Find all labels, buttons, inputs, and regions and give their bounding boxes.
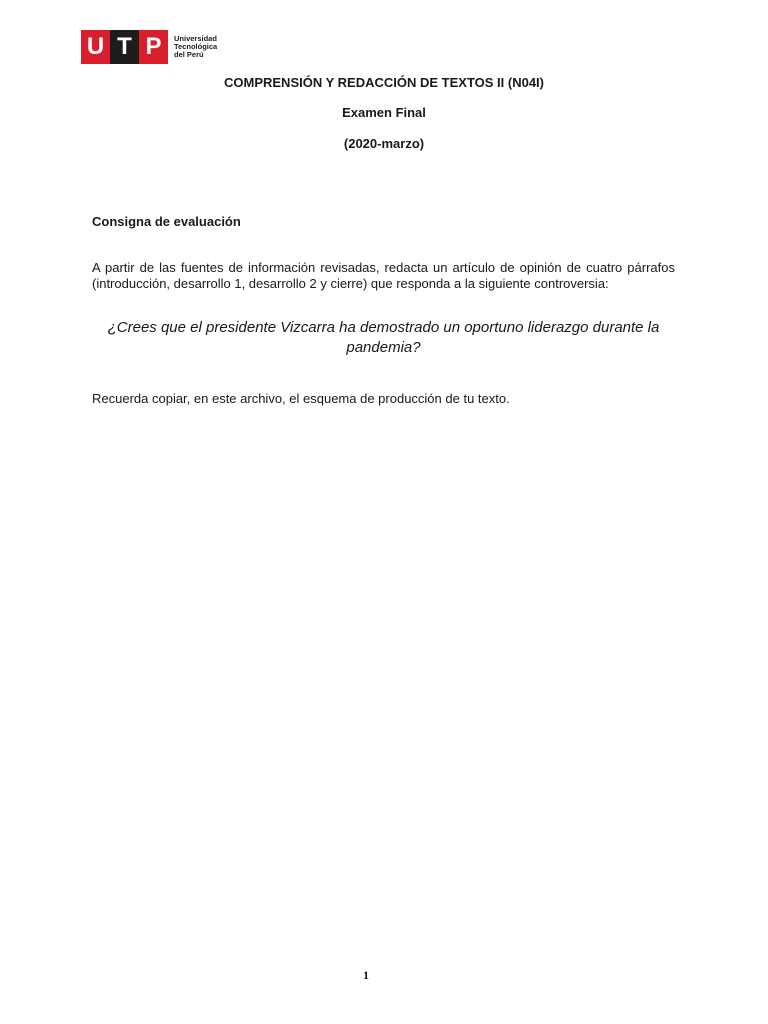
utp-logo-mark <box>81 30 168 64</box>
logo-letter-p: P <box>139 30 168 64</box>
document-date: (2020-marzo) <box>343 136 425 151</box>
document-subtitle: Examen Final <box>342 105 426 120</box>
logo-line-3: del Perú <box>174 50 204 59</box>
utp-logo <box>81 30 217 64</box>
instruction-paragraph: A partir de las fuentes de información revisadas, redacta un artículo de opinión de cuatro párrafos (introducción, desarrollo 1, desarrollo 2 y cierre) que responda a la siguiente controversia: <box>92 260 675 291</box>
reminder-paragraph: Recuerda copiar, en este archivo, el esquema de producción de tu texto. <box>92 391 510 406</box>
logo-letter-u: U <box>81 30 110 64</box>
controversy-question: ¿Crees que el presidente Vizcarra ha demostrado un oportuno liderazgo durante la pandemia? <box>107 319 660 356</box>
logo-line-1: Universidad <box>174 34 217 43</box>
logo-line-2: Tecnológica <box>174 42 218 51</box>
logo-wordmark <box>174 35 217 59</box>
logo-letter-t: T <box>110 30 139 64</box>
page-number: 1 <box>363 968 369 982</box>
section-heading: Consigna de evaluación <box>92 214 241 229</box>
document-title: COMPRENSIÓN Y REDACCIÓN DE TEXTOS II (N04I) <box>224 75 544 90</box>
